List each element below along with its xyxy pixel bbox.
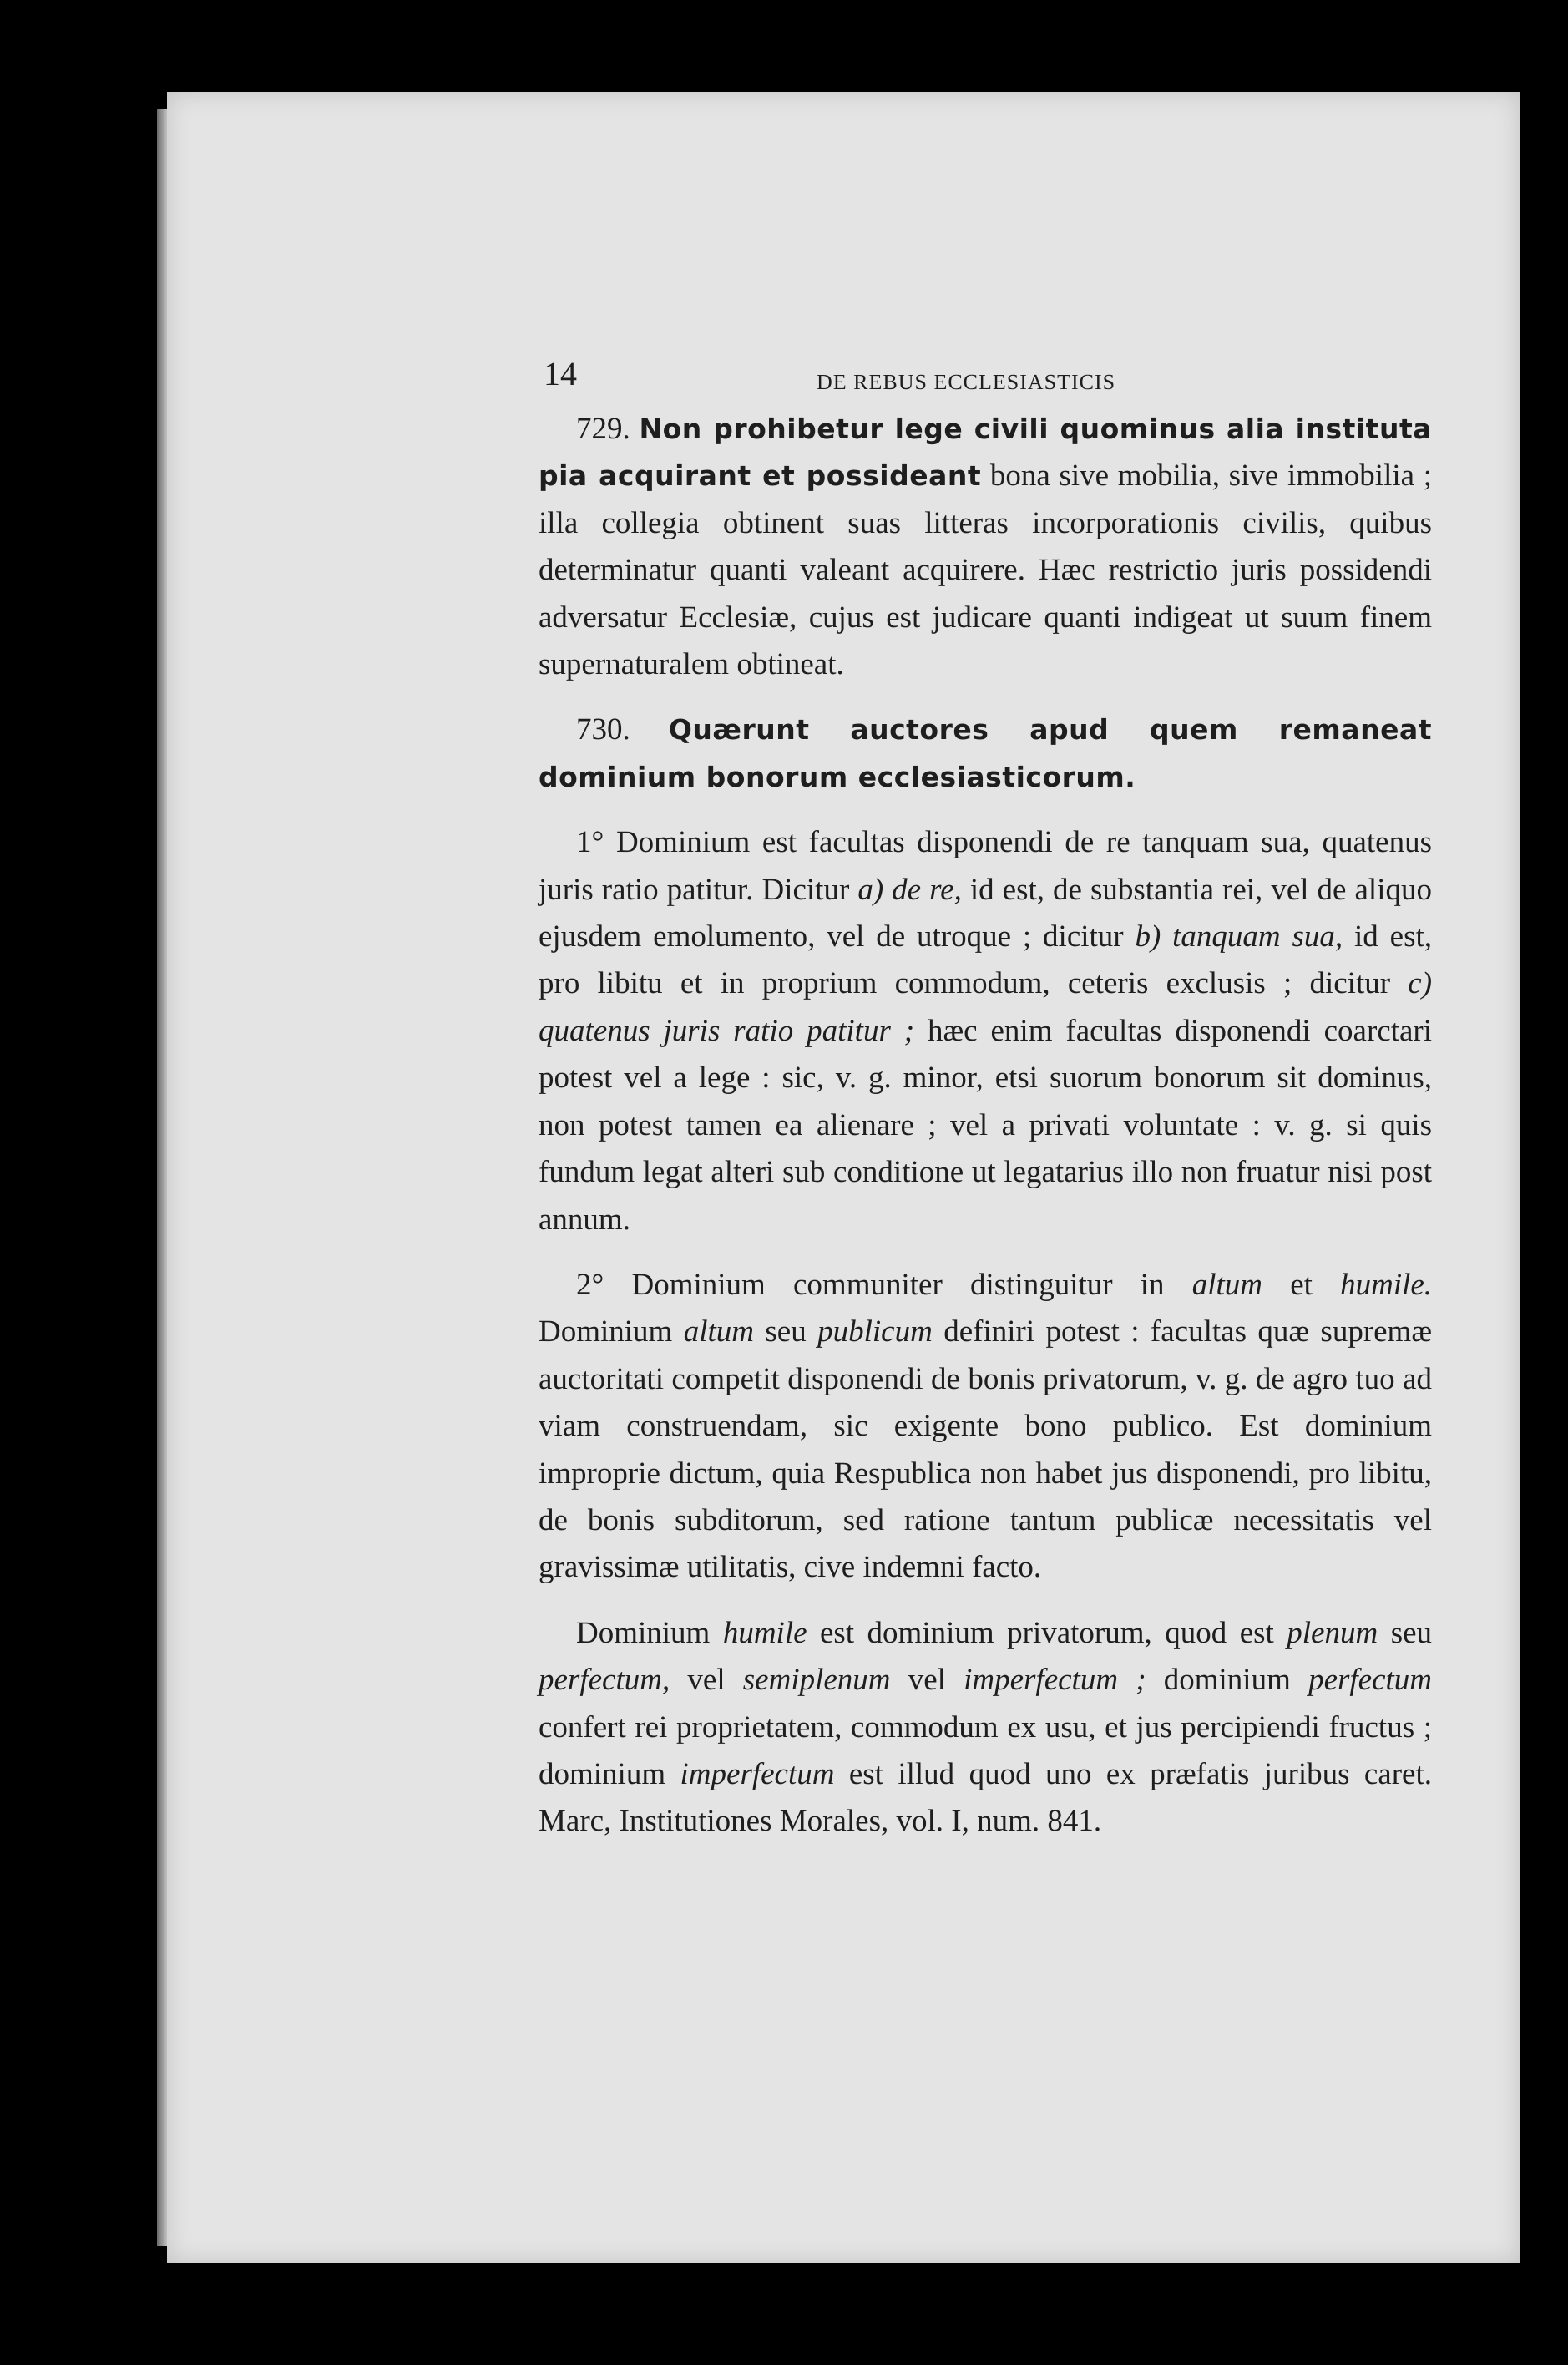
text-run: Dominium <box>539 1314 673 1350</box>
paragraph-1 <box>539 819 1432 1243</box>
text-run: dominium <box>1163 1663 1291 1698</box>
text-run: Dominium <box>576 1615 711 1650</box>
text-run: Dominium communiter distinguitur in <box>631 1267 1165 1302</box>
paragraph-730 <box>539 706 1432 801</box>
section-heading: Non prohibetur lege civili quominus alia instituta pia acquirant et possideant <box>539 413 1432 493</box>
text-block <box>539 351 1432 1846</box>
paragraph-729 <box>539 406 1432 688</box>
section-heading: Quærunt auctores apud quem remaneat dominium bonorum ecclesiasticorum. <box>539 713 1432 793</box>
paragraph-text: bona sive mobilia, sive immobilia ; illa collegia obtinent suas litteras incorporationis civilis, quibus determinatur quanti valeant acquirere. Hæc restrictio juris possidendi adversatur Ecclesiæ, cujus est judicare quanti indigeat ut suum finem supernaturalem obtineat. <box>539 458 1433 682</box>
text-run: definiri potest : facultas quæ supremæ auctoritati competit disponendi de bonis privatorum, v. g. de agro tuo ad viam construendam, sic exigente bono publico. Est dominium improprie dictum, quia Respublica non habet jus disponendi, pro libitu, de bonis subditorum, sed ratione tantum publicæ necessitatis vel gravissimæ utilitatis, cive indemni facto. <box>539 1314 1433 1585</box>
text-run: et <box>1290 1267 1313 1302</box>
running-head <box>539 351 1432 401</box>
paragraph-3 <box>539 1610 1432 1846</box>
italic-run: b) tanquam sua, <box>1135 919 1343 955</box>
text-run: id est, pro libitu et in proprium commodum, ceteris exclusis ; dicitur <box>539 919 1432 1001</box>
italic-run: semiplenum <box>742 1663 891 1698</box>
page-number: 14 <box>544 355 577 392</box>
text-run: est dominium privatorum, quod est <box>819 1615 1274 1650</box>
list-marker: 2° <box>576 1267 604 1302</box>
section-number: 730. <box>576 712 630 747</box>
text-run: est illud quod uno ex præfatis juribus caret. Marc, Institutiones Morales, vol. I, num. 841. <box>539 1756 1433 1839</box>
italic-run: humile <box>722 1615 807 1650</box>
italic-run: altum <box>1191 1267 1263 1302</box>
text-run: seu <box>765 1314 807 1350</box>
text-run: vel <box>687 1663 726 1698</box>
section-number: 729. <box>576 412 630 446</box>
paragraph-2 <box>539 1262 1432 1592</box>
italic-run: perfectum <box>1308 1663 1433 1698</box>
italic-run: humile. <box>1340 1267 1433 1302</box>
italic-run: altum <box>683 1314 755 1350</box>
text-run: seu <box>1390 1615 1433 1650</box>
running-title: DE REBUS ECCLESIASTICIS <box>817 370 1116 394</box>
text-run: hæc enim facultas disponendi coarctari potest vel a lege : sic, v. g. minor, etsi suorum bonorum sit dominus, non potest tamen ea alienare ; vel a privati voluntate : v. g. si quis fundum legat alteri sub conditione ut legatarius illo non fruatur nisi post annum. <box>539 1013 1433 1237</box>
text-run: confert rei proprietatem, commodum ex usu, et jus percipiendi fructus ; dominium <box>539 1709 1432 1791</box>
text-run: vel <box>908 1663 946 1698</box>
italic-run: imperfectum <box>680 1756 835 1791</box>
text-run: id est, de substantia rei, vel de aliquo ejusdem emolumento, vel de utroque ; dicitur <box>539 872 1432 955</box>
italic-run: publicum <box>817 1314 933 1350</box>
list-marker: 1° <box>576 825 604 860</box>
italic-run: plenum <box>1287 1615 1378 1650</box>
text-run: Dominium est facultas disponendi de re tanquam sua, quatenus juris ratio patitur. Dicitur <box>539 825 1432 907</box>
italic-run: imperfectum ; <box>964 1663 1146 1698</box>
italic-run: perfectum, <box>539 1663 670 1698</box>
italic-run: c) quatenus juris ratio patitur ; <box>539 966 1433 1048</box>
italic-run: a) de re, <box>857 872 962 907</box>
